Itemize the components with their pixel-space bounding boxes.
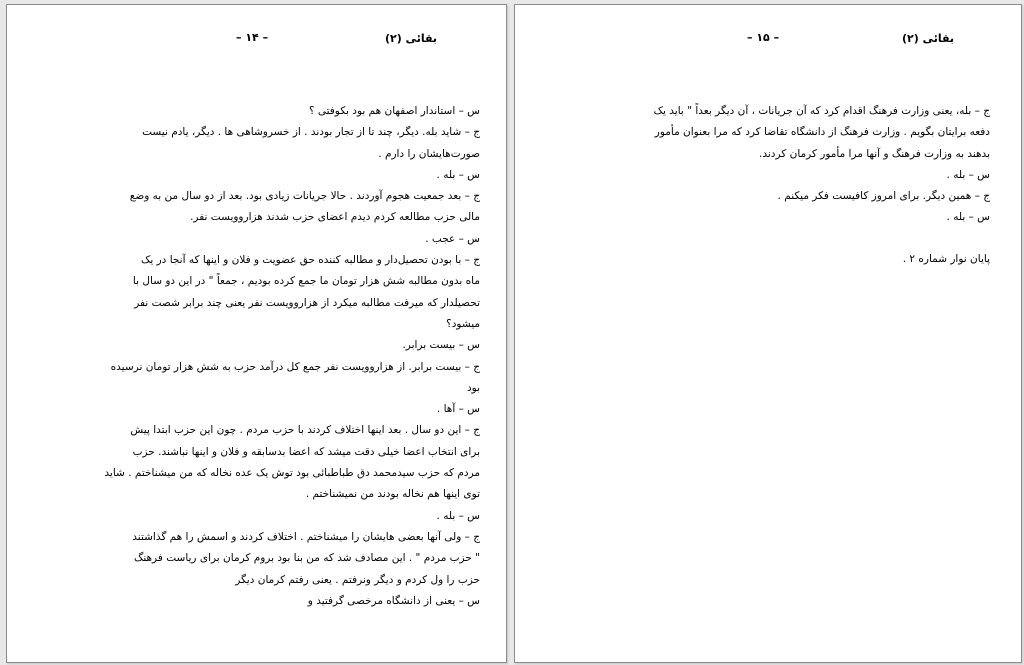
text-line: میشود؟ [446, 317, 480, 330]
text-line: س – عجب . [425, 232, 480, 245]
text-line: س – بله . [946, 211, 990, 224]
text-line: س – آها . [436, 403, 480, 416]
page-body-text [550, 101, 990, 270]
text-line: ج – بله، یعنی وزارت فرهنگ اقدام کرد که آن جریانات ، آن دیگر بعداً " باید یک [653, 105, 990, 117]
text-line: ج – بیست برابر. از هزاروویست نفر جمع کل درآمد حزب به شش هزار تومان نرسیده [110, 360, 480, 373]
text-line: توی اینها هم نخاله بودند من نمیشناختم . [305, 488, 480, 501]
text-line: ج – این دو سال . بعد اینها اختلاف کردند با حزب مردم . چون این حزب ابتدا پیش [130, 424, 480, 437]
text-line: ج – ولی آنها بعضی هایشان را میشناختم . اختلاف کردند و اسمش را هم گذاشتند [132, 530, 480, 543]
text-line: بدهند به وزارت فرهنگ و آنها مرا مأمور کرمان کردند. [759, 147, 990, 160]
text-line: س – یعنی از دانشگاه مرخصی گرفتید و [307, 594, 480, 607]
page-header-title: بقائی (۲) [902, 32, 955, 45]
text-line: س – بله . [946, 168, 990, 181]
page-number: – ۱۴ – [236, 31, 269, 44]
text-line: س – بله . [436, 509, 480, 522]
text-line: صورت‌هایشان را دارم . [378, 147, 480, 160]
text-line: س – بله . [436, 168, 480, 181]
text-line: " حزب مردم " . این مصادف شد که من بنا بود بروم کرمان برای ریاست فرهنگ [133, 552, 480, 565]
text-line: ج – همین دیگر. برای امروز کافیست فکر میکنم . [777, 190, 990, 203]
document-page-14 [6, 4, 507, 663]
text-line: س – بیست برابر. [402, 339, 480, 352]
page-number: – ۱۵ – [747, 31, 780, 44]
text-line: ج – با بودن تحصیل‌دار و مطالبه کننده حق عضویت و فلان و اینها که آنجا در یک [140, 254, 480, 267]
page-body-text [34, 101, 480, 612]
text-line: ج – بعد جمعیت هجوم آوردند . حالا جریانات زیادی بود. بعد از دو سال من به وضع [129, 190, 480, 203]
document-page-15 [514, 4, 1022, 663]
text-line: بود [466, 381, 480, 394]
text-line: تحصیلدار که میرفت مطالبه میکرد از هزاروویست نفر یعنی چند برابر شصت نفر [134, 296, 480, 309]
text-line: ماه بدون مطالبه شش هزار تومان ما جمع کرده بودیم ، جمعاً " در این دو سال با [132, 275, 480, 288]
text-line: دفعه برایتان بگویم . وزارت فرهنگ از دانشگاه تقاضا کرد که مرا بعنوان مأمور [654, 126, 990, 139]
text-line: حزب را ول کردم و دیگر ونرفتم . یعنی رفتم کرمان دیگر [235, 573, 480, 586]
blank-line [550, 229, 990, 249]
text-line: س – استاندار اصفهان هم بود بکوفتی ؟ [308, 105, 480, 117]
text-line: ج – شاید بله. دیگر، چند تا از تجار بودند . از خسروشاهی ها . دیگر، یادم نیست [142, 126, 480, 139]
text-line: مردم که حزب سیدمحمد دق طباطبائی بود توش یک عده نخاله که من میشناختم . شاید [104, 467, 480, 480]
text-line: برای انتخاب اعضا خیلی دقت میشد که اعضا بدسابقه و فلان و اینها نباشند. حزب [132, 445, 480, 458]
tape-end-line: پایان نوار شماره ۲ . [902, 252, 990, 265]
page-header-title: بقائی (۲) [385, 32, 438, 45]
text-line: مالی حزب مطالعه کردم دیدم اعضای حزب شدند هزاروویست نفر. [190, 211, 480, 224]
